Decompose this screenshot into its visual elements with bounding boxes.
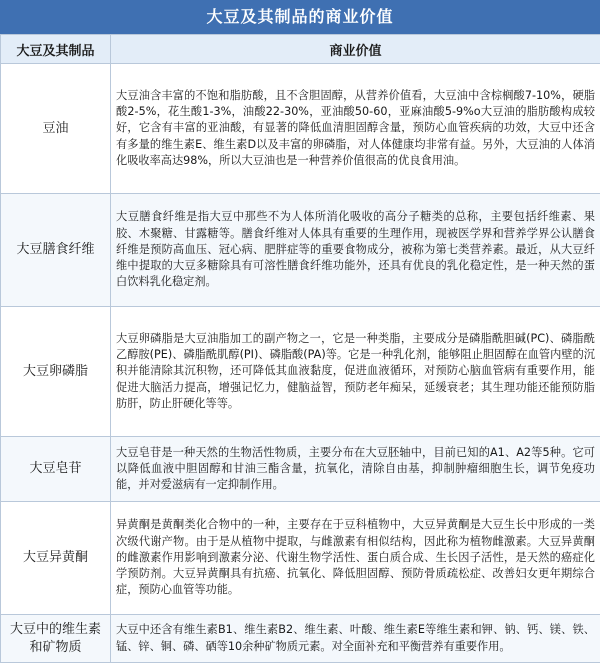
header-row (1, 35, 600, 64)
table-row (1, 307, 600, 437)
product-name: 大豆皂苷 (1, 437, 111, 502)
header-value: 商业价值 (111, 35, 600, 64)
product-name: 大豆膳食纤维 (1, 194, 111, 307)
header-product: 大豆及其制品 (1, 35, 111, 64)
product-value: 大豆油含丰富的不饱和脂肪酸，且不含胆固醇，从营养价值看，大豆油中含棕榈酸7-10%，硬脂酸2-5%，花生酸1-3%，油酸22-30%，亚油酸50-60，亚麻油酸5-9%o大豆油的脂肪酸构成较好，它含有丰富的亚油酸，有显著的降低血清胆固醇含量，预防心血管疾病的功效，大豆中还含有多量的维生素E、维生素D以及丰富的卵磷脂，对人体健康均非常有益。另外，大豆油的人体消化吸收率高达98%，所以大豆油也是一种营养价值很高的优良食用油。 (111, 64, 600, 194)
table-row (1, 502, 600, 615)
table-row (1, 615, 600, 663)
product-value: 大豆皂苷是一种天然的生物活性物质，主要分布在大豆胚轴中，目前已知的A1、A2等5种。它可以降低血液中胆固醇和甘油三酯含量，抗氧化，清除自由基，抑制肿瘤细胞生长，调节免疫功能，并对爱滋病有一定抑制作用。 (111, 437, 600, 502)
product-name: 大豆异黄酮 (1, 502, 111, 615)
table-row (1, 194, 600, 307)
product-name: 豆油 (1, 64, 111, 194)
soy-products-table (0, 34, 600, 663)
product-value: 大豆卵磷脂是大豆油脂加工的副产物之一，它是一种类脂，主要成分是磷脂酰胆碱(PC)、磷脂酰乙醇胺(PE)、磷脂酰肌醇(PI)、磷脂酸(PA)等。它是一种乳化剂，能够阻止胆固醇在血管内壁的沉积并能清除其沉积物，还可降低其血液黏度，促进血液循环，对预防心脑血管病有重要作用，能促进大脑活力提高，增强记忆力，健脑益智，预防老年痴呆，延缓衰老；其生理功能还能预防脂肪肝，防止肝硬化等等。 (111, 307, 600, 437)
product-name: 大豆中的维生素和矿物质 (1, 615, 111, 663)
table-title: 大豆及其制品的商业价值 (0, 0, 600, 34)
table-row (1, 64, 600, 194)
table-row (1, 437, 600, 502)
product-name: 大豆卵磷脂 (1, 307, 111, 437)
product-value: 大豆中还含有维生素B1、维生素B2、维生素、叶酸、维生素E等维生素和钾、钠、钙、镁、铁、锰、锌、铜、磷、硒等10余种矿物质元素。对全面补充和平衡营养有重要作用。 (111, 615, 600, 663)
product-value: 异黄酮是黄酮类化合物中的一种，主要存在于豆科植物中，大豆异黄酮是大豆生长中形成的一类次级代谢产物。由于是从植物中提取，与雌激素有相似结构，因此称为植物雌激素。大豆异黄酮的雌激素作用影响到激素分泌、代谢生物学活性、蛋白质合成、生长因子活性，是天然的癌症化学预防剂。大豆异黄酮具有抗癌、抗氧化、降低胆固醇、预防骨质疏松症、改善妇女更年期综合症，预防心血管等功能。 (111, 502, 600, 615)
product-value: 大豆膳食纤维是指大豆中那些不为人体所消化吸收的高分子糖类的总称，主要包括纤维素、果胶、木聚糖、甘露糖等。膳食纤维对人体具有重要的生理作用，现被医学界和营养学界公认膳食纤维是预防高血压、冠心病、肥胖症等的重要食物成分，被称为第七类营养素。最近，从大豆纤维中提取的大豆多糖除具有可溶性膳食纤维功能外，还具有优良的乳化稳定性，是一种天然的蛋白饮料乳化稳定剂。 (111, 194, 600, 307)
